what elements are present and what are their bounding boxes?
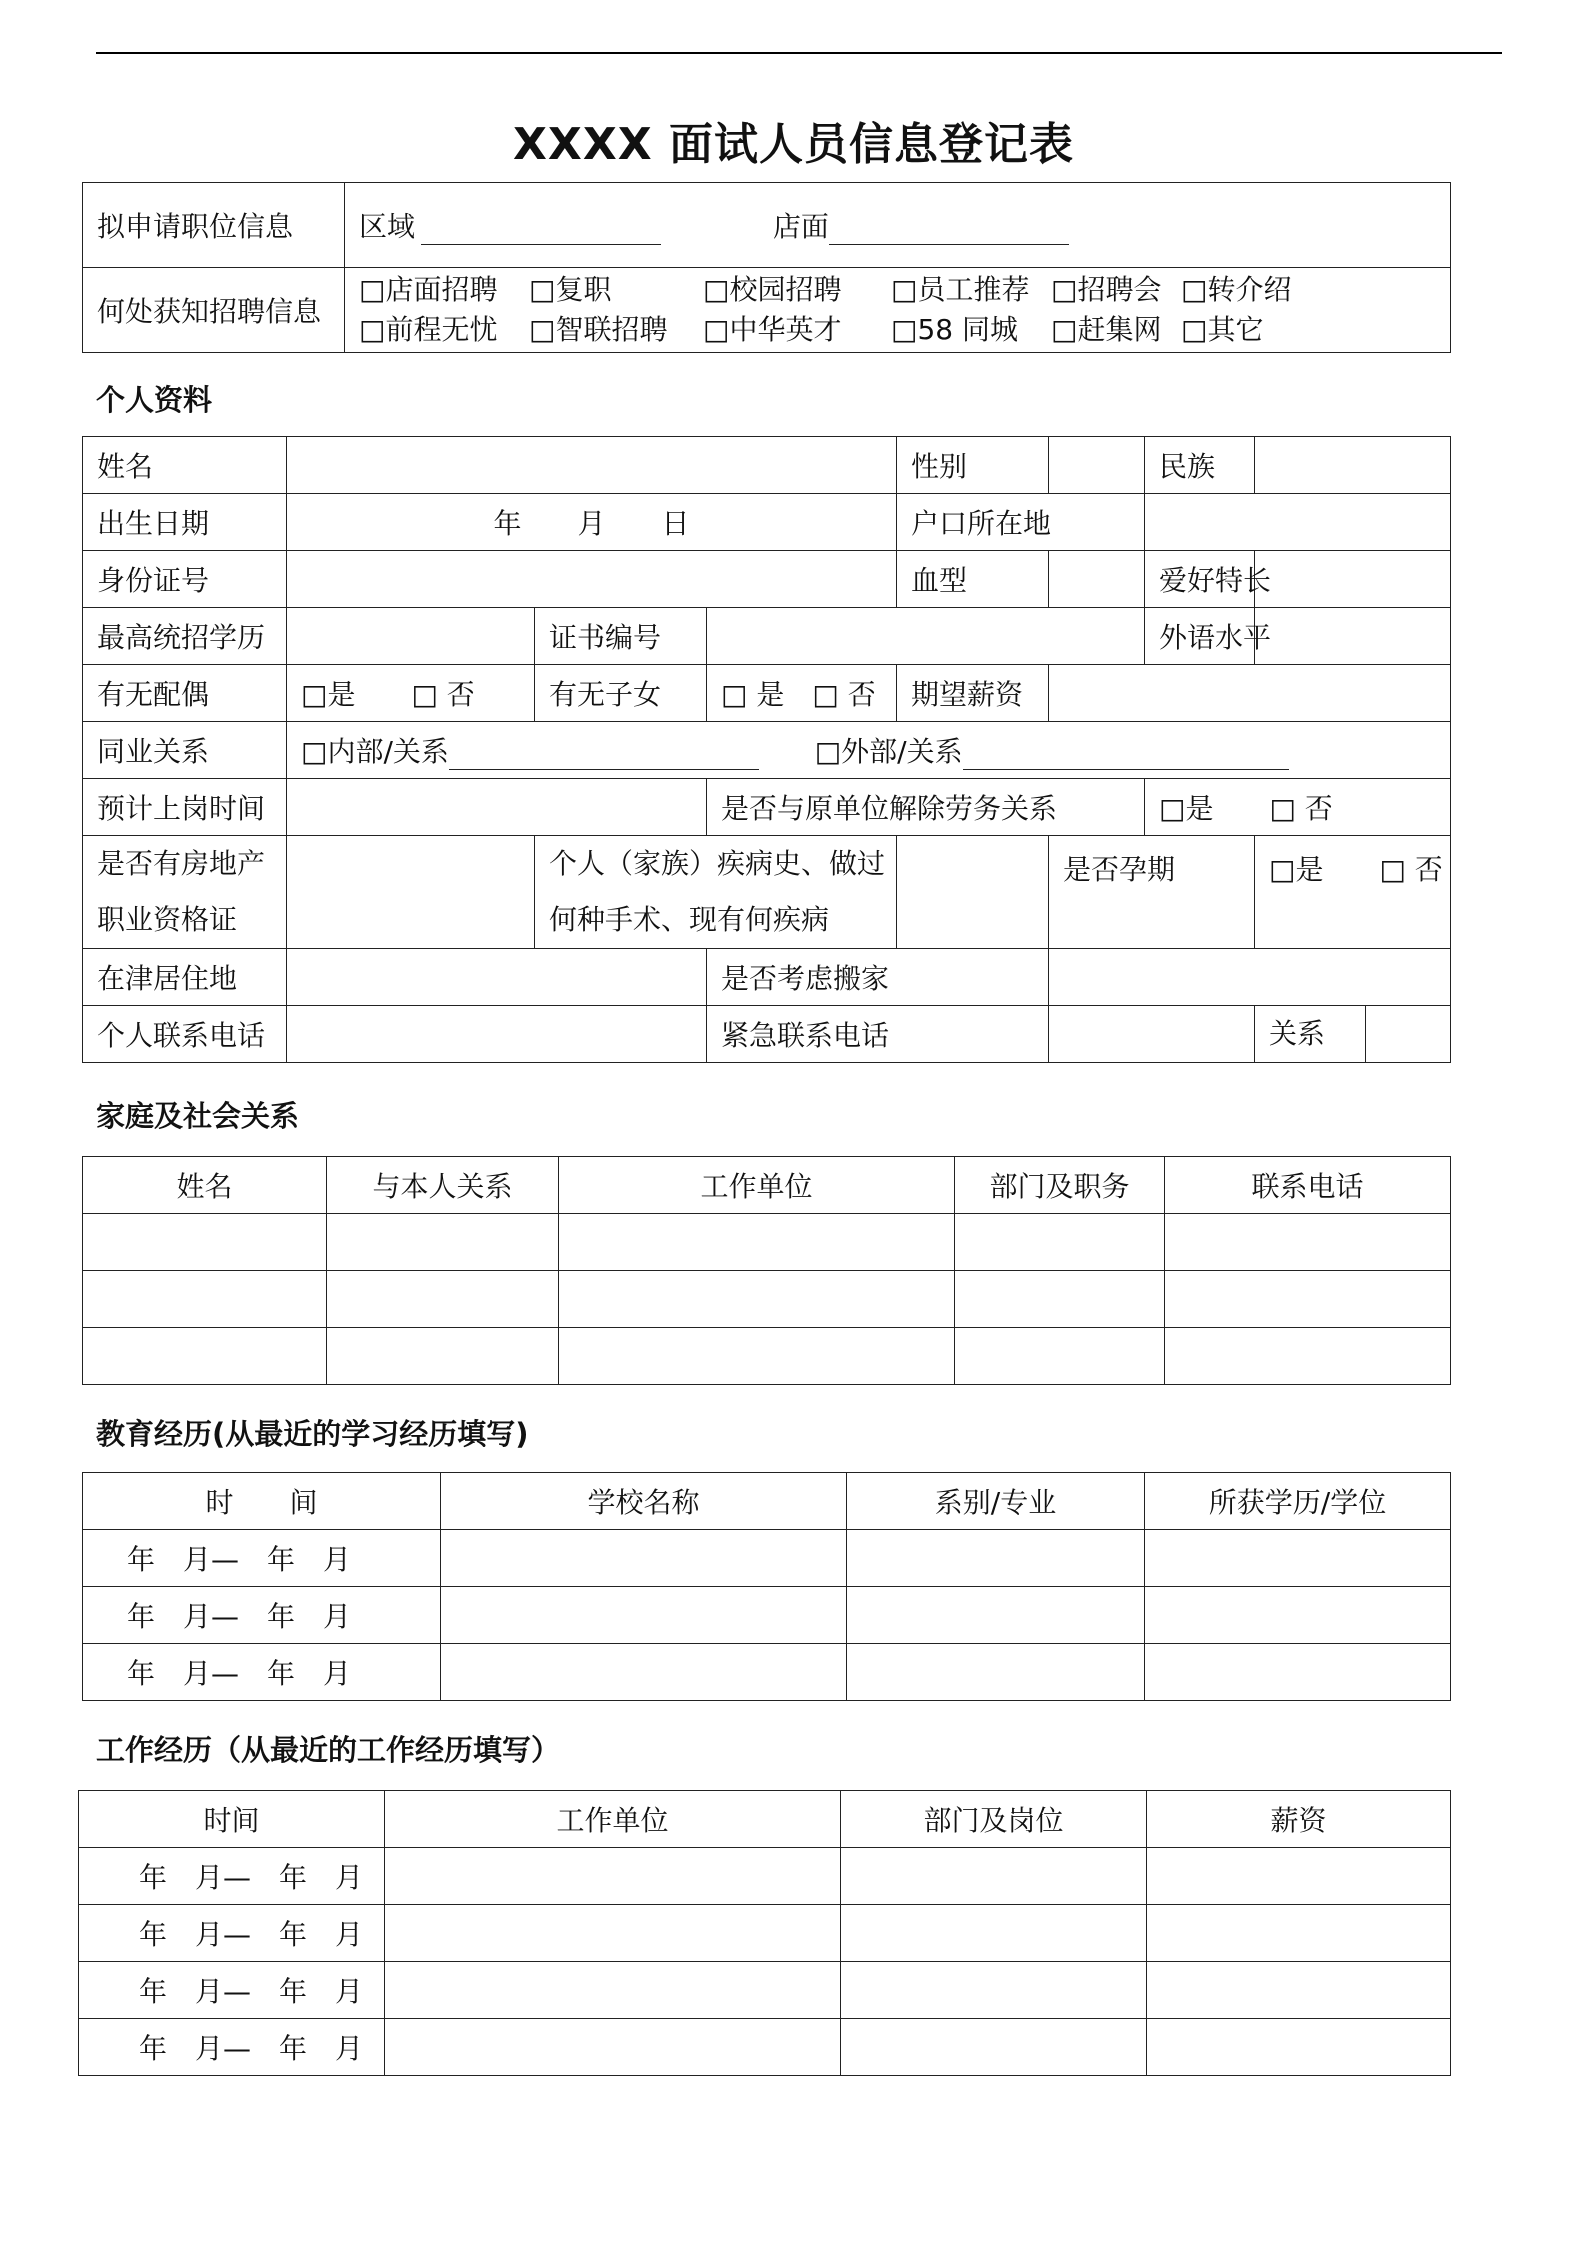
source-option[interactable]: □招聘会 <box>1051 273 1162 306</box>
table-cell[interactable] <box>327 1271 559 1328</box>
blood-field[interactable] <box>1049 551 1145 608</box>
peer-external-checkbox[interactable]: □外部/关系 <box>814 735 963 768</box>
hukou-field[interactable] <box>1145 494 1451 551</box>
period-cell[interactable]: 年 月— 年 月 <box>79 2019 385 2076</box>
table-cell[interactable] <box>847 1530 1145 1587</box>
children-checkbox[interactable]: □ 是 □ 否 <box>707 665 897 722</box>
table-row <box>83 1271 1451 1328</box>
source-option[interactable]: □智联招聘 <box>529 313 668 346</box>
table-cell[interactable] <box>441 1587 847 1644</box>
table-cell[interactable] <box>441 1530 847 1587</box>
table-cell[interactable] <box>847 1644 1145 1701</box>
table-cell[interactable] <box>385 1905 841 1962</box>
id-field[interactable] <box>287 551 897 608</box>
table-cell[interactable] <box>385 2019 841 2076</box>
table-cell[interactable] <box>1147 1962 1451 2019</box>
spouse-checkbox[interactable]: □是 □ 否 <box>287 665 535 722</box>
label-children: 有无子女 <box>535 665 707 722</box>
source-option[interactable]: □前程无忧 <box>359 313 498 346</box>
period-cell[interactable]: 年 月— 年 月 <box>79 1905 385 1962</box>
label-emergency: 紧急联系电话 <box>707 1006 1049 1063</box>
label-disease-2: 何种手术、现有何疾病 <box>549 903 830 936</box>
education-header: 系别/专业 <box>847 1473 1145 1530</box>
peer-fields <box>287 722 1451 779</box>
label-start: 预计上岗时间 <box>83 779 287 836</box>
label-disease-1: 个人（家族）疾病史、做过 <box>549 847 886 880</box>
source-option[interactable]: □58 同城 <box>891 313 1018 346</box>
period-cell[interactable]: 年 月— 年 月 <box>83 1587 441 1644</box>
label-gender: 性别 <box>897 437 1049 494</box>
header-rule <box>96 52 1502 54</box>
relation-cell <box>1255 1006 1451 1063</box>
table-cell[interactable] <box>385 1962 841 2019</box>
region-input[interactable] <box>421 218 661 245</box>
label-property-qual <box>83 836 287 949</box>
peer-internal-checkbox[interactable]: □内部/关系 <box>301 735 449 768</box>
table-cell[interactable] <box>1147 1848 1451 1905</box>
table-cell[interactable] <box>385 1848 841 1905</box>
source-option[interactable]: □其它 <box>1181 313 1264 346</box>
label-peer: 同业关系 <box>83 722 287 779</box>
family-header: 联系电话 <box>1165 1157 1451 1214</box>
table-row <box>83 1530 1451 1587</box>
table-row <box>79 2019 1451 2076</box>
education-header: 学校名称 <box>441 1473 847 1530</box>
phone-field[interactable] <box>287 1006 707 1063</box>
label-blood: 血型 <box>897 551 1049 608</box>
table-cell[interactable] <box>1145 1644 1451 1701</box>
source-option[interactable]: □赶集网 <box>1051 313 1162 346</box>
gender-field[interactable] <box>1049 437 1145 494</box>
table-row <box>83 1644 1451 1701</box>
cert-field[interactable] <box>707 608 1145 665</box>
table-cell[interactable] <box>327 1328 559 1385</box>
salary-field[interactable] <box>1049 665 1451 722</box>
work-header: 部门及岗位 <box>841 1791 1147 1848</box>
table-cell[interactable] <box>83 1271 327 1328</box>
label-salary: 期望薪资 <box>897 665 1049 722</box>
section-education: 教育经历(从最近的学习经历填写) <box>96 1417 529 1451</box>
table-cell[interactable] <box>841 1905 1147 1962</box>
section-personal: 个人资料 <box>96 383 213 417</box>
work-header: 时间 <box>79 1791 385 1848</box>
source-label: 何处获知招聘信息 <box>83 268 345 353</box>
peer-internal-input[interactable] <box>449 743 759 770</box>
table-cell[interactable] <box>841 1962 1147 2019</box>
source-option[interactable]: □店面招聘 <box>359 273 498 306</box>
table-cell[interactable] <box>1165 1328 1451 1385</box>
label-property: 是否有房地产 <box>97 847 266 880</box>
table-cell[interactable] <box>1147 2019 1451 2076</box>
table-cell[interactable] <box>559 1271 955 1328</box>
label-ethnicity: 民族 <box>1145 437 1255 494</box>
table-cell[interactable] <box>83 1328 327 1385</box>
apply-table <box>82 182 1451 353</box>
period-cell[interactable]: 年 月— 年 月 <box>83 1644 441 1701</box>
label-residence: 在津居住地 <box>83 949 287 1006</box>
table-row <box>79 1962 1451 2019</box>
table-cell[interactable] <box>841 2019 1147 2076</box>
family-header: 姓名 <box>83 1157 327 1214</box>
label-qual: 职业资格证 <box>97 903 238 936</box>
property-qual-field[interactable] <box>287 836 535 949</box>
table-cell[interactable] <box>559 1214 955 1271</box>
page-title: XXXX 面试人员信息登记表 <box>512 119 1074 170</box>
section-family: 家庭及社会关系 <box>96 1099 300 1133</box>
table-cell[interactable] <box>83 1214 327 1271</box>
source-option[interactable]: □转介绍 <box>1181 273 1292 306</box>
label-hukou: 户口所在地 <box>897 494 1145 551</box>
label-relation: 关系 <box>1255 1006 1366 1062</box>
personal-table <box>82 436 1451 1063</box>
store-label: 店面 <box>772 210 829 243</box>
edu-field[interactable] <box>287 608 535 665</box>
table-cell[interactable] <box>1147 1905 1451 1962</box>
label-labor: 是否与原单位解除劳务关系 <box>707 779 1145 836</box>
pregnant-checkbox[interactable]: □是 □ 否 <box>1255 836 1451 949</box>
name-field[interactable] <box>287 437 897 494</box>
apply-label: 拟申请职位信息 <box>83 183 345 268</box>
period-cell[interactable]: 年 月— 年 月 <box>79 1848 385 1905</box>
period-cell[interactable]: 年 月— 年 月 <box>83 1530 441 1587</box>
ethnicity-field[interactable] <box>1255 437 1451 494</box>
peer-external-input[interactable] <box>963 743 1289 770</box>
label-pregnant: 是否孕期 <box>1049 836 1255 949</box>
table-cell[interactable] <box>1145 1530 1451 1587</box>
label-hobby: 爱好特长 <box>1145 551 1255 608</box>
table-row <box>83 1587 1451 1644</box>
labor-checkbox[interactable]: □是 □ 否 <box>1145 779 1451 836</box>
label-cert: 证书编号 <box>535 608 707 665</box>
family-header: 与本人关系 <box>327 1157 559 1214</box>
work-table <box>78 1790 1451 2076</box>
work-header: 工作单位 <box>385 1791 841 1848</box>
label-name: 姓名 <box>83 437 287 494</box>
family-table <box>82 1156 1451 1385</box>
table-cell[interactable] <box>955 1271 1165 1328</box>
education-header: 所获学历/学位 <box>1145 1473 1451 1530</box>
table-cell[interactable] <box>441 1644 847 1701</box>
section-work: 工作经历（从最近的工作经历填写） <box>96 1733 561 1767</box>
table-cell[interactable] <box>955 1328 1165 1385</box>
table-cell[interactable] <box>1165 1214 1451 1271</box>
table-row <box>83 1328 1451 1385</box>
emergency-field[interactable] <box>1049 1006 1255 1063</box>
label-lang: 外语水平 <box>1145 608 1255 665</box>
label-edu: 最高统招学历 <box>83 608 287 665</box>
table-cell[interactable] <box>955 1214 1165 1271</box>
store-input[interactable] <box>829 218 1069 245</box>
source-options <box>345 268 1451 353</box>
source-option[interactable]: □校园招聘 <box>703 273 842 306</box>
table-cell[interactable] <box>1165 1271 1451 1328</box>
label-birth: 出生日期 <box>83 494 287 551</box>
start-field[interactable] <box>287 779 707 836</box>
source-option[interactable]: □复职 <box>529 273 612 306</box>
birth-field[interactable]: 年 月 日 <box>287 494 897 551</box>
apply-fields <box>345 183 1451 268</box>
source-option[interactable]: □中华英才 <box>703 313 842 346</box>
label-phone: 个人联系电话 <box>83 1006 287 1063</box>
move-field[interactable] <box>1049 949 1451 1006</box>
region-label: 区域 <box>359 210 416 243</box>
disease-field[interactable] <box>897 836 1049 949</box>
education-header: 时 间 <box>83 1473 441 1530</box>
table-row <box>79 1905 1451 1962</box>
family-header: 部门及职务 <box>955 1157 1165 1214</box>
table-cell[interactable] <box>841 1848 1147 1905</box>
label-move: 是否考虑搬家 <box>707 949 1049 1006</box>
table-cell[interactable] <box>327 1214 559 1271</box>
label-disease <box>535 836 897 949</box>
label-id: 身份证号 <box>83 551 287 608</box>
table-cell[interactable] <box>847 1587 1145 1644</box>
education-table <box>82 1472 1451 1701</box>
table-row <box>83 1214 1451 1271</box>
period-cell[interactable]: 年 月— 年 月 <box>79 1962 385 2019</box>
work-header: 薪资 <box>1147 1791 1451 1848</box>
lang-field[interactable] <box>1255 608 1451 665</box>
table-row <box>79 1848 1451 1905</box>
label-spouse: 有无配偶 <box>83 665 287 722</box>
residence-field[interactable] <box>287 949 707 1006</box>
source-option[interactable]: □员工推荐 <box>891 273 1030 306</box>
family-header: 工作单位 <box>559 1157 955 1214</box>
hobby-field[interactable] <box>1255 551 1451 608</box>
table-cell[interactable] <box>1145 1587 1451 1644</box>
table-cell[interactable] <box>559 1328 955 1385</box>
